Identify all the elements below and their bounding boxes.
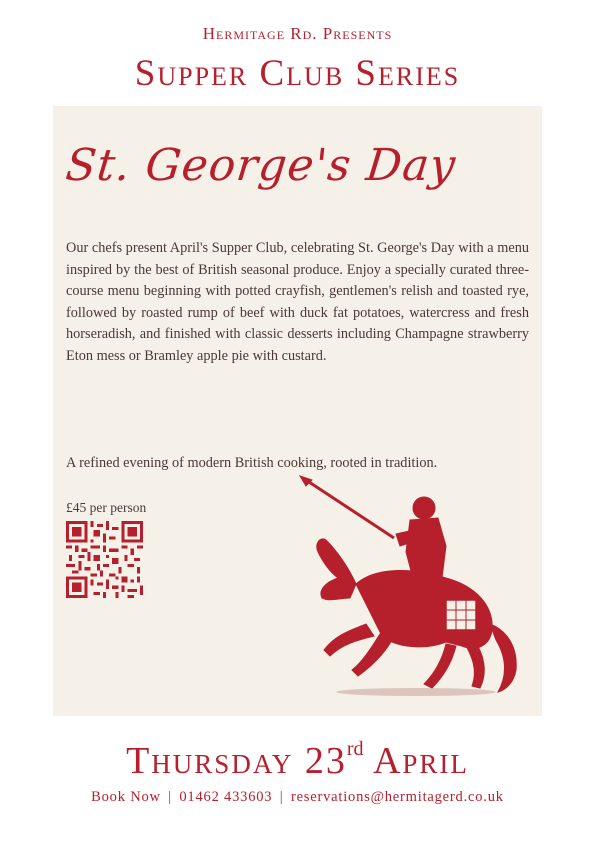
knight-on-horse-illustration: [296, 474, 528, 700]
presents-line: Hermitage Rd. Presents: [202, 24, 393, 43]
separator: |: [279, 789, 284, 805]
date-day: Thursday 23: [126, 740, 347, 782]
qr-code-icon[interactable]: [66, 521, 143, 598]
date-month: April: [372, 740, 469, 782]
separator: |: [168, 789, 172, 805]
phone-link[interactable]: 01462 433603: [179, 789, 273, 805]
event-title: St. George's Day: [63, 140, 459, 191]
series-title: Supper Club Series: [134, 53, 461, 94]
price-label: £45 per person: [66, 500, 147, 515]
date-suffix: rd: [346, 738, 364, 760]
book-now-link[interactable]: Book Now: [91, 789, 161, 805]
email-link[interactable]: reservations@hermitagerd.co.uk: [290, 789, 504, 805]
event-tagline: A refined evening of modern British cooking, rooted in tradition.: [66, 455, 438, 471]
event-description: Our chefs present April's Supper Club, celebrating St. George's Day with a menu inspired by the best of British seasonal produce. Enjoy a specially curated three-course menu beginning with potted crayfish, gentlemen's relish and toasted rye, followed by roasted rump of beef with duck fat potatoes, watercress and fresh horseradish, and finished with classic desserts including Champagne strawberry Eton mess or Bramley apple pie with custard.: [66, 240, 529, 364]
contact-line: [0, 789, 595, 806]
event-date: [0, 726, 595, 784]
